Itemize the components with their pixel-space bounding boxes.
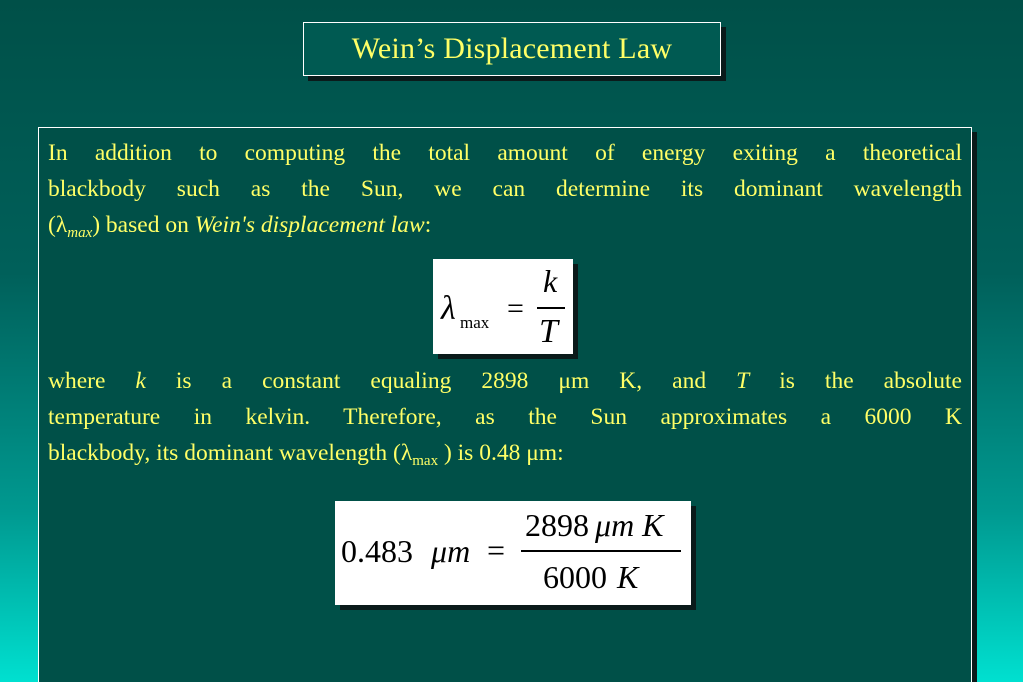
eq2-lhs-number: 0.483 bbox=[341, 533, 413, 569]
eq2-denominator-number: 6000 bbox=[543, 559, 607, 595]
lambda-max-sub: max bbox=[412, 453, 439, 469]
wien-equation bbox=[433, 259, 573, 354]
colon: : bbox=[424, 212, 432, 238]
t-symbol: T bbox=[736, 368, 750, 394]
explanation-line-1 bbox=[48, 363, 962, 399]
slide-title-box bbox=[303, 22, 721, 76]
eq2-numerator-unit: μm K bbox=[595, 507, 664, 543]
explanation-line-2: temperature in kelvin. Therefore, as the Sun approximates a 6000 K bbox=[48, 404, 962, 430]
intro-line-1: In addition to computing the total amount of energy exiting a theoretical bbox=[48, 140, 962, 166]
eq2-equals: = bbox=[487, 532, 506, 568]
content-panel bbox=[38, 127, 972, 682]
intro-paragraph bbox=[48, 135, 962, 251]
intro-line-2: blackbody such as the Sun, we can determine its dominant wavelength bbox=[48, 176, 962, 202]
blackbody-text: blackbody, its dominant wavelength (λ bbox=[48, 440, 413, 466]
eq1-denominator: T bbox=[539, 313, 558, 350]
wavelength-calculation bbox=[335, 501, 691, 605]
constant-text: is a constant equaling 2898 μm K, and bbox=[145, 368, 737, 394]
eq1-numerator: k bbox=[543, 263, 558, 299]
explanation-paragraph bbox=[48, 363, 962, 479]
slide-title: Wein’s Displacement Law bbox=[351, 32, 673, 65]
eq2-lhs-unit: μm bbox=[431, 533, 471, 569]
lambda-sub: max bbox=[67, 225, 93, 241]
law-name: Wein's displacement law bbox=[194, 212, 425, 238]
lambda-open: (λ bbox=[48, 212, 68, 238]
where-text: where bbox=[48, 368, 136, 394]
eq1-equals: = bbox=[507, 292, 524, 325]
eq1-subscript: max bbox=[460, 313, 490, 332]
absolute-text: is the absolute bbox=[749, 368, 962, 394]
eq1-fraction-bar bbox=[537, 307, 565, 309]
eq1-lambda: λ bbox=[441, 290, 456, 327]
eq2-denominator-unit: K bbox=[617, 559, 639, 595]
result-text: ) is 0.48 μm: bbox=[438, 440, 564, 466]
based-on-text: ) based on bbox=[92, 212, 195, 238]
explanation-line-3 bbox=[48, 435, 962, 479]
k-symbol: k bbox=[135, 368, 146, 394]
eq2-numerator-number: 2898 bbox=[525, 507, 589, 543]
intro-line-3 bbox=[48, 207, 962, 251]
eq2-fraction-bar bbox=[521, 550, 681, 552]
